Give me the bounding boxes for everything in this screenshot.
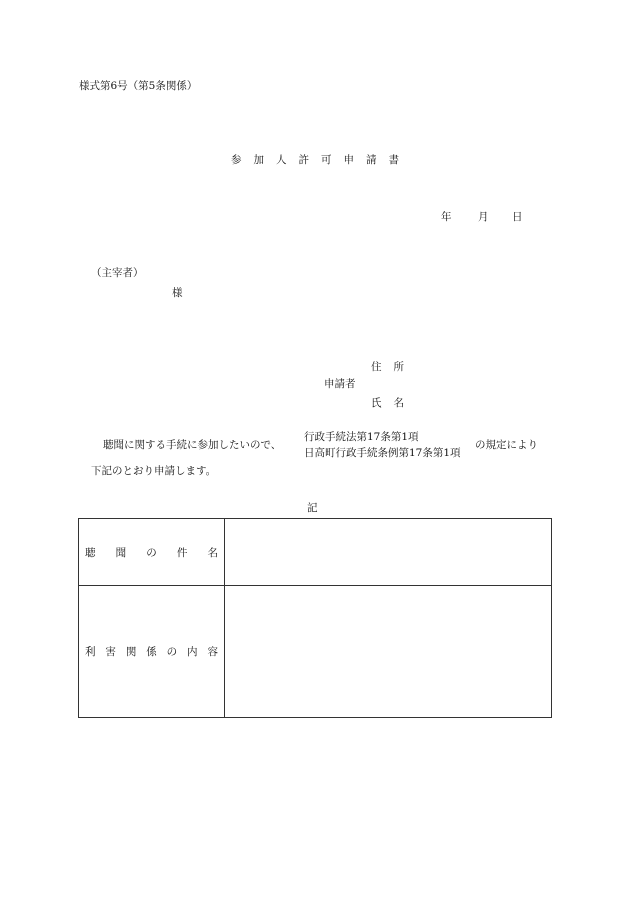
table-row xyxy=(79,519,552,586)
form-number: 様式第6号（第5条関係） xyxy=(79,80,198,92)
applicant-label: 申請者 xyxy=(324,378,356,390)
law-option-1: 行政手続法第17条第1項 xyxy=(304,431,419,443)
label-char: の xyxy=(166,646,178,658)
detail-table xyxy=(78,518,552,718)
document-title xyxy=(0,155,630,166)
label-char: 容 xyxy=(207,646,218,658)
title-char: 人 xyxy=(276,154,287,166)
label-char: 害 xyxy=(105,646,116,658)
date-year-label: 年 xyxy=(441,211,452,223)
title-char: 可 xyxy=(321,154,332,166)
interest-content-field[interactable] xyxy=(225,586,552,718)
label-char: 利 xyxy=(85,646,96,658)
date-day-label: 日 xyxy=(512,211,523,223)
address-label xyxy=(371,362,404,373)
label-char: 件 xyxy=(176,546,188,559)
label-char: 聞 xyxy=(115,546,127,559)
title-char: 申 xyxy=(343,154,354,166)
label-char: 名 xyxy=(207,546,218,559)
table-row xyxy=(79,586,552,718)
interest-content-label xyxy=(79,586,225,718)
law-option-2: 日高町行政手続条例第17条第1項 xyxy=(304,447,461,459)
title-char: 許 xyxy=(298,154,309,166)
addressee-honorific: 様 xyxy=(172,287,183,299)
body-text-prefix: 聴聞に関する手続に参加したいので、 xyxy=(103,439,282,451)
title-char: 書 xyxy=(388,154,399,166)
label-char: 係 xyxy=(146,646,157,658)
ki-heading: 記 xyxy=(307,502,318,514)
title-char: 請 xyxy=(366,154,377,166)
label-char: 関 xyxy=(125,646,137,658)
address-char: 住 xyxy=(371,361,382,373)
body-text-line2: 下記のとおり申請します。 xyxy=(91,465,217,477)
label-char: 内 xyxy=(187,646,198,658)
address-char: 所 xyxy=(393,361,404,373)
label-char: の xyxy=(146,546,157,559)
title-char: 参 xyxy=(231,154,242,166)
addressee-role: （主宰者） xyxy=(91,267,144,279)
name-char: 氏 xyxy=(371,397,382,409)
hearing-title-label xyxy=(79,519,225,586)
body-text-suffix: の規定により xyxy=(475,439,538,451)
name-char: 名 xyxy=(393,397,404,409)
hearing-title-field[interactable] xyxy=(225,519,552,586)
name-label xyxy=(371,398,404,409)
title-char: 加 xyxy=(253,154,264,166)
label-char: 聴 xyxy=(85,546,96,559)
date-month-label: 月 xyxy=(478,211,489,223)
